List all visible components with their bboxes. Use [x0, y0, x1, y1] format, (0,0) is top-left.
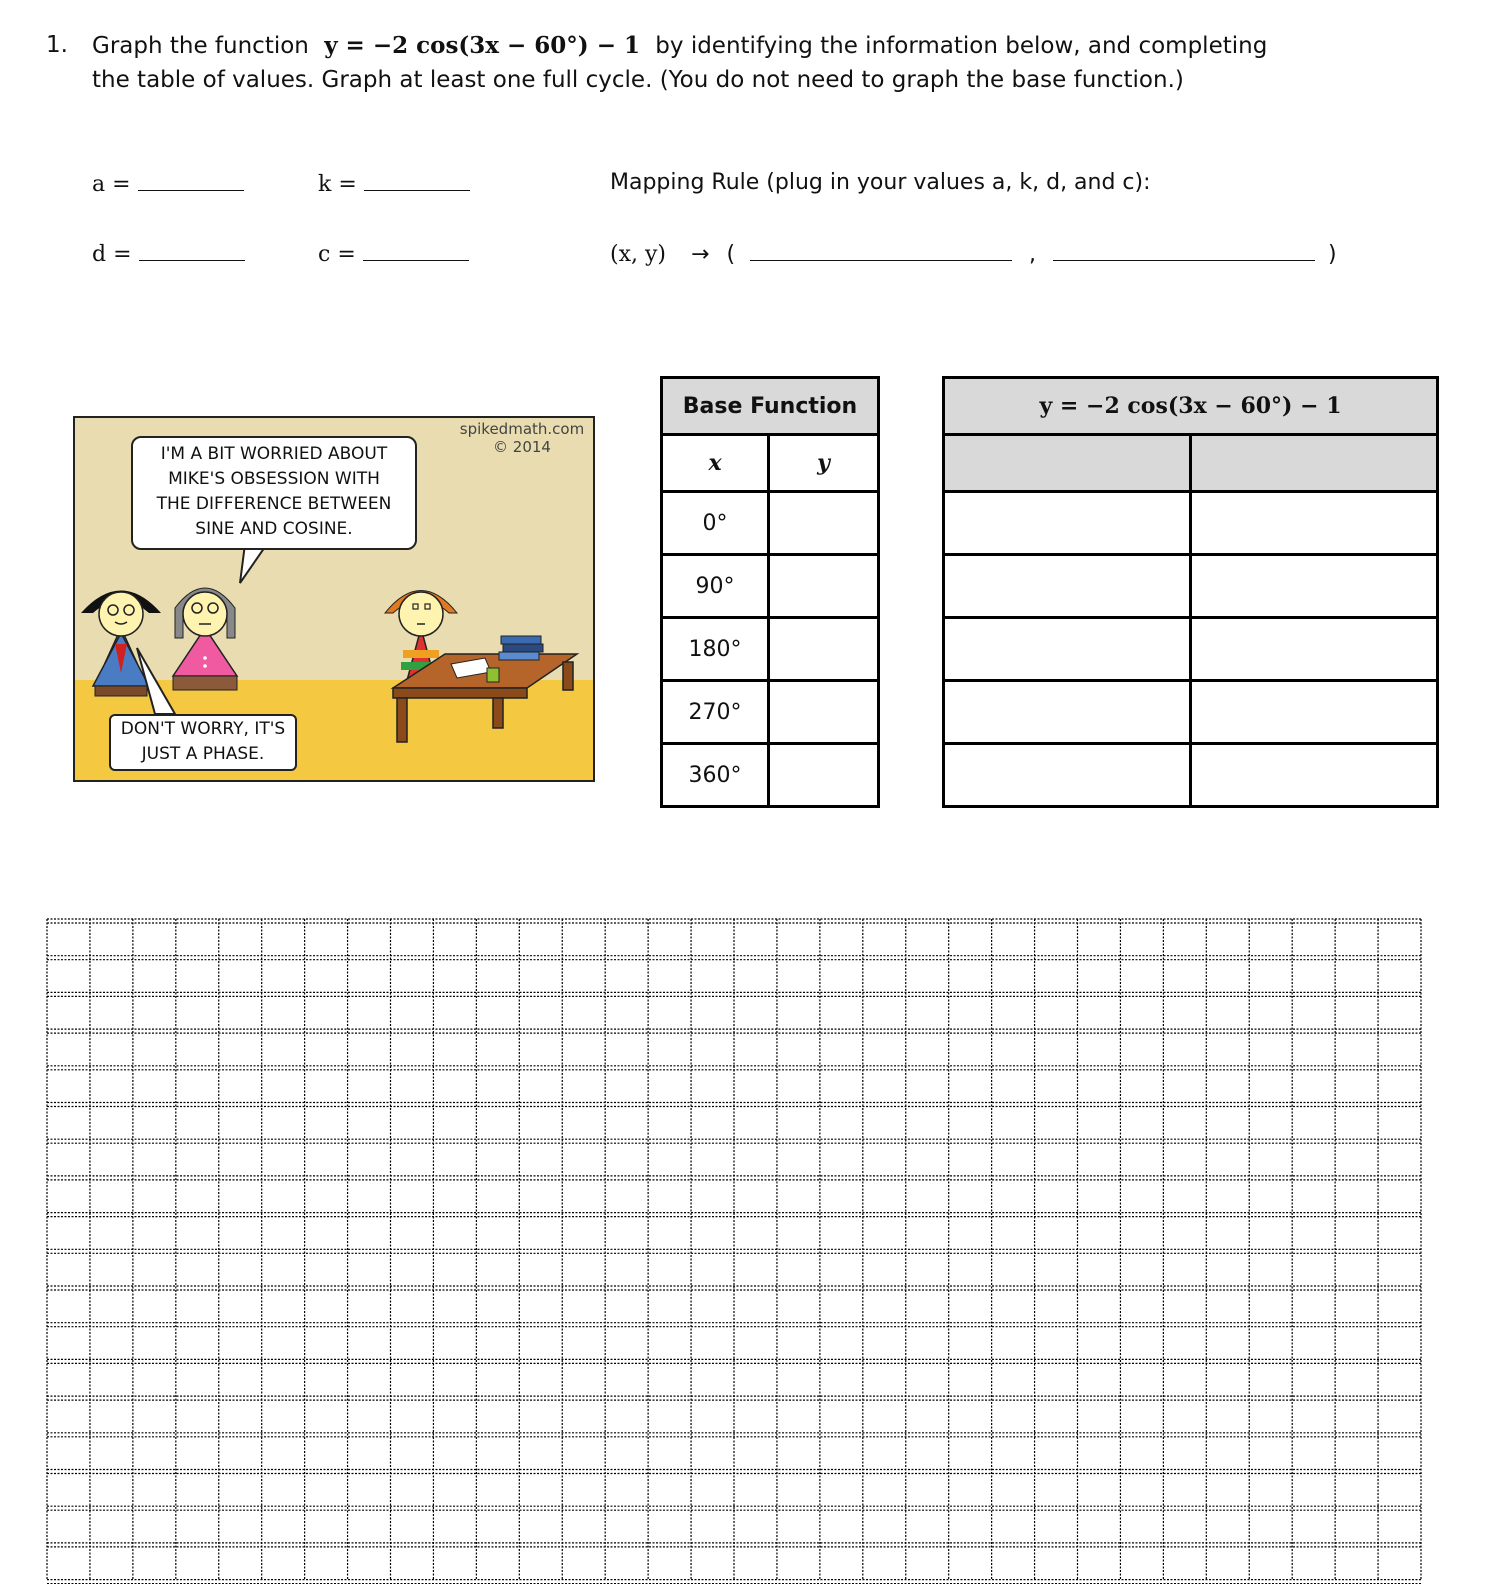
param-d-blank[interactable]	[139, 240, 245, 261]
question-prefix: Graph the function	[92, 33, 309, 59]
param-k-label: k =	[318, 172, 357, 197]
param-a	[92, 170, 244, 197]
param-d	[92, 240, 245, 267]
speech-line: THE DIFFERENCE BETWEEN	[156, 494, 392, 514]
speech-line: MIKE'S OBSESSION WITH	[168, 469, 380, 489]
mapping-close-paren: )	[1328, 242, 1337, 267]
speech-bubble-bottom	[109, 714, 297, 771]
base-y-cell[interactable]	[769, 618, 879, 681]
question-line-2: the table of values. Graph at least one full cycle. (You do not need to graph the base function.)	[92, 67, 1184, 93]
transformed-y-cell[interactable]	[1191, 681, 1438, 744]
base-x-cell: 270°	[662, 681, 769, 744]
transformed-function-table	[942, 376, 1439, 808]
param-a-label: a =	[92, 172, 131, 197]
base-x-cell: 360°	[662, 744, 769, 807]
base-y-cell[interactable]	[769, 555, 879, 618]
mapping-rule-title: Mapping Rule (plug in your values a, k, d, and c):	[610, 170, 1151, 195]
base-x-cell: 90°	[662, 555, 769, 618]
mapping-comma: ,	[1029, 242, 1037, 267]
transformed-y-cell[interactable]	[1191, 492, 1438, 555]
transformed-x-cell[interactable]	[944, 681, 1191, 744]
comic-image	[73, 416, 595, 782]
base-col-y: y	[769, 435, 879, 492]
base-table-title: Base Function	[662, 378, 879, 435]
transformed-x-cell[interactable]	[944, 744, 1191, 807]
mapping-y-blank[interactable]	[1053, 240, 1315, 261]
transformed-y-cell[interactable]	[1191, 744, 1438, 807]
transformed-x-cell[interactable]	[944, 618, 1191, 681]
speech-bubble-top	[131, 436, 417, 550]
transformed-x-cell[interactable]	[944, 555, 1191, 618]
comic-credit-year: © 2014	[493, 438, 551, 456]
mapping-open-paren: (	[726, 242, 736, 267]
param-d-label: d =	[92, 242, 132, 267]
transformed-col-x-header[interactable]	[944, 435, 1191, 492]
speech-line: JUST A PHASE.	[141, 744, 265, 764]
question-equation: y = −2 cos(3x − 60°) − 1	[324, 32, 640, 59]
param-c-blank[interactable]	[363, 240, 469, 261]
question-suffix: by identifying the information below, and completing	[655, 33, 1268, 59]
mapping-lhs: (x, y)	[610, 242, 666, 267]
speech-line: SINE AND COSINE.	[195, 519, 353, 539]
transformed-y-cell[interactable]	[1191, 555, 1438, 618]
param-a-blank[interactable]	[138, 170, 244, 191]
param-k-blank[interactable]	[364, 170, 470, 191]
question-number: 1.	[46, 32, 68, 58]
base-y-cell[interactable]	[769, 744, 879, 807]
base-x-cell: 0°	[662, 492, 769, 555]
base-col-x: x	[662, 435, 769, 492]
transformed-table-title: y = −2 cos(3x − 60°) − 1	[944, 378, 1438, 435]
base-x-cell: 180°	[662, 618, 769, 681]
transformed-y-cell[interactable]	[1191, 618, 1438, 681]
transformed-col-y-header[interactable]	[1191, 435, 1438, 492]
question-line-1	[92, 28, 1267, 64]
comic-credit-site: spikedmath.com	[459, 420, 585, 438]
base-function-table	[660, 376, 880, 808]
param-c-label: c =	[318, 242, 356, 267]
transformed-x-cell[interactable]	[944, 492, 1191, 555]
speech-line: I'M A BIT WORRIED ABOUT	[160, 444, 388, 464]
base-y-cell[interactable]	[769, 681, 879, 744]
param-k	[318, 170, 470, 197]
graph-grid[interactable]	[46, 918, 1422, 1584]
base-y-cell[interactable]	[769, 492, 879, 555]
speech-line: DON'T WORRY, IT'S	[120, 719, 286, 739]
param-c	[318, 240, 469, 267]
arrow-icon: →	[691, 242, 710, 267]
comic-credit	[453, 420, 591, 456]
mapping-x-blank[interactable]	[750, 240, 1012, 261]
mapping-rule-row	[610, 240, 1337, 267]
